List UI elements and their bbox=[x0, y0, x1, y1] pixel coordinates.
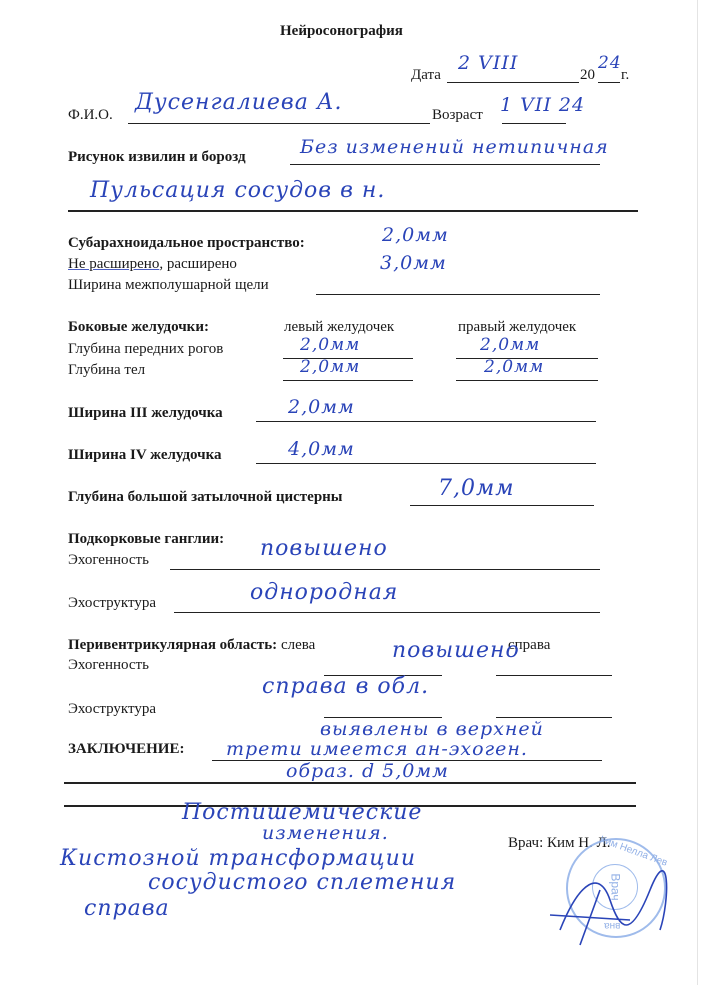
conclusion-text-8[interactable]: справа bbox=[84, 896, 170, 921]
basal-echostructure-label: Эхоструктура bbox=[68, 595, 157, 611]
conclusion-text-3[interactable]: образ. d 5,0мм bbox=[286, 760, 449, 782]
third-ventricle-line bbox=[256, 421, 596, 422]
name-label: Ф.И.О. bbox=[68, 107, 113, 123]
basal-echostructure-value[interactable]: однородная bbox=[250, 580, 399, 605]
fourth-ventricle-value[interactable]: 4,0мм bbox=[288, 438, 355, 460]
right-ventricle-header: правый желудочек bbox=[458, 319, 577, 335]
date-label: Дата bbox=[411, 67, 441, 83]
year-prefix: 20 bbox=[580, 67, 595, 83]
gyri-label: Рисунок извилин и борозд bbox=[68, 149, 246, 165]
periventricular-echogenicity-label: Эхогенность bbox=[68, 657, 149, 673]
age-label: Возраст bbox=[432, 107, 483, 123]
year-value[interactable]: 24 bbox=[598, 53, 622, 73]
periventricular-left-label: слева bbox=[280, 637, 316, 653]
subarachnoid-options bbox=[68, 255, 237, 273]
conclusion-text-7[interactable]: сосудистого сплетения bbox=[148, 870, 457, 895]
gyri-line-2 bbox=[68, 210, 638, 212]
conclusion-line-2 bbox=[64, 782, 636, 784]
age-value[interactable]: 1 VII 24 bbox=[500, 94, 586, 116]
basal-ganglia-label: Подкорковые ганглии: bbox=[68, 531, 225, 547]
periventricular-label: Перивентрикулярная область: bbox=[68, 637, 278, 653]
cisterna-magna-line bbox=[410, 505, 594, 506]
periventricular-echostructure-label: Эхоструктура bbox=[68, 701, 157, 717]
gyri-line-1 bbox=[290, 164, 600, 165]
periventricular-right-label: справа bbox=[508, 637, 551, 653]
basal-echostructure-line bbox=[174, 612, 600, 613]
basal-echogenicity-label: Эхогенность bbox=[68, 552, 149, 568]
conclusion-text-4[interactable]: Постишемические bbox=[182, 800, 423, 825]
fourth-ventricle-line bbox=[256, 463, 596, 464]
stamp-text-center: Врач bbox=[608, 873, 623, 901]
anterior-horns-left-value[interactable]: 2,0мм bbox=[300, 335, 361, 355]
cisterna-magna-value[interactable]: 7,0мм bbox=[438, 476, 515, 501]
year-line bbox=[598, 82, 620, 83]
conclusion-text-5[interactable]: изменения. bbox=[262, 822, 389, 844]
age-line bbox=[502, 123, 566, 124]
stamp-text-bottom: вна bbox=[604, 920, 621, 931]
conclusion-text-6[interactable]: Кистозной трансформации bbox=[60, 846, 416, 871]
body-depth-left-value[interactable]: 2,0мм bbox=[300, 357, 361, 377]
body-depth-label: Глубина тел bbox=[68, 362, 146, 378]
page-edge bbox=[697, 0, 698, 985]
doctor-label: Врач: Ким Н. Л. bbox=[508, 835, 611, 851]
option-widened[interactable]: , расширено bbox=[159, 256, 237, 272]
basal-echogenicity-value[interactable]: повышено bbox=[260, 536, 388, 561]
interhemispheric-line bbox=[316, 294, 600, 295]
third-ventricle-label: Ширина III желудочка bbox=[68, 405, 223, 421]
cisterna-magna-label: Глубина большой затылочной цистерны bbox=[68, 489, 343, 505]
anterior-horns-label: Глубина передних рогов bbox=[68, 341, 224, 357]
basal-echogenicity-line bbox=[170, 569, 600, 570]
anterior-horns-right-value[interactable]: 2,0мм bbox=[480, 335, 541, 355]
periventricular-echogenicity-right-line bbox=[496, 675, 612, 676]
subarachnoid-label: Субарахноидальное пространство: bbox=[68, 235, 305, 251]
date-line bbox=[447, 82, 579, 83]
body-depth-right-line bbox=[456, 380, 598, 381]
body-depth-left-line bbox=[283, 380, 413, 381]
interhemispheric-label: Ширина межполушарной щели bbox=[68, 277, 269, 293]
subarachnoid-value-2[interactable]: 3,0мм bbox=[380, 252, 447, 274]
form-title: Нейросонография bbox=[280, 23, 403, 39]
name-line bbox=[128, 123, 430, 124]
name-value[interactable]: Дусенгалиева А. bbox=[135, 90, 343, 115]
stamp-text-top: Ким Нелла Лев bbox=[598, 834, 669, 869]
conclusion-text-2[interactable]: трети имеется ан-эхоген. bbox=[226, 738, 528, 760]
gyri-value-1[interactable]: Без изменений нетипичная bbox=[300, 136, 609, 158]
gyri-value-2[interactable]: Пульсация сосудов в н. bbox=[90, 178, 386, 203]
periventricular-echostructure-value[interactable]: справа в обл. bbox=[262, 674, 430, 699]
fourth-ventricle-label: Ширина IV желудочка bbox=[68, 447, 222, 463]
conclusion-label: ЗАКЛЮЧЕНИЕ: bbox=[68, 741, 185, 757]
periventricular-echogenicity-value[interactable]: повышено bbox=[392, 638, 520, 663]
conclusion-text-1[interactable]: выявлены в верхней bbox=[320, 718, 544, 740]
option-not-widened[interactable]: Не расширено bbox=[68, 256, 160, 272]
lateral-ventricles-label: Боковые желудочки: bbox=[68, 319, 209, 335]
third-ventricle-value[interactable]: 2,0мм bbox=[288, 396, 355, 418]
periventricular-header bbox=[68, 636, 315, 654]
left-ventricle-header: левый желудочек bbox=[284, 319, 395, 335]
year-suffix: г. bbox=[621, 67, 630, 83]
doctor-signature bbox=[540, 860, 680, 950]
body-depth-right-value[interactable]: 2,0мм bbox=[484, 357, 545, 377]
subarachnoid-value-1[interactable]: 2,0мм bbox=[382, 224, 449, 246]
date-value[interactable]: 2 VIII bbox=[458, 52, 519, 74]
